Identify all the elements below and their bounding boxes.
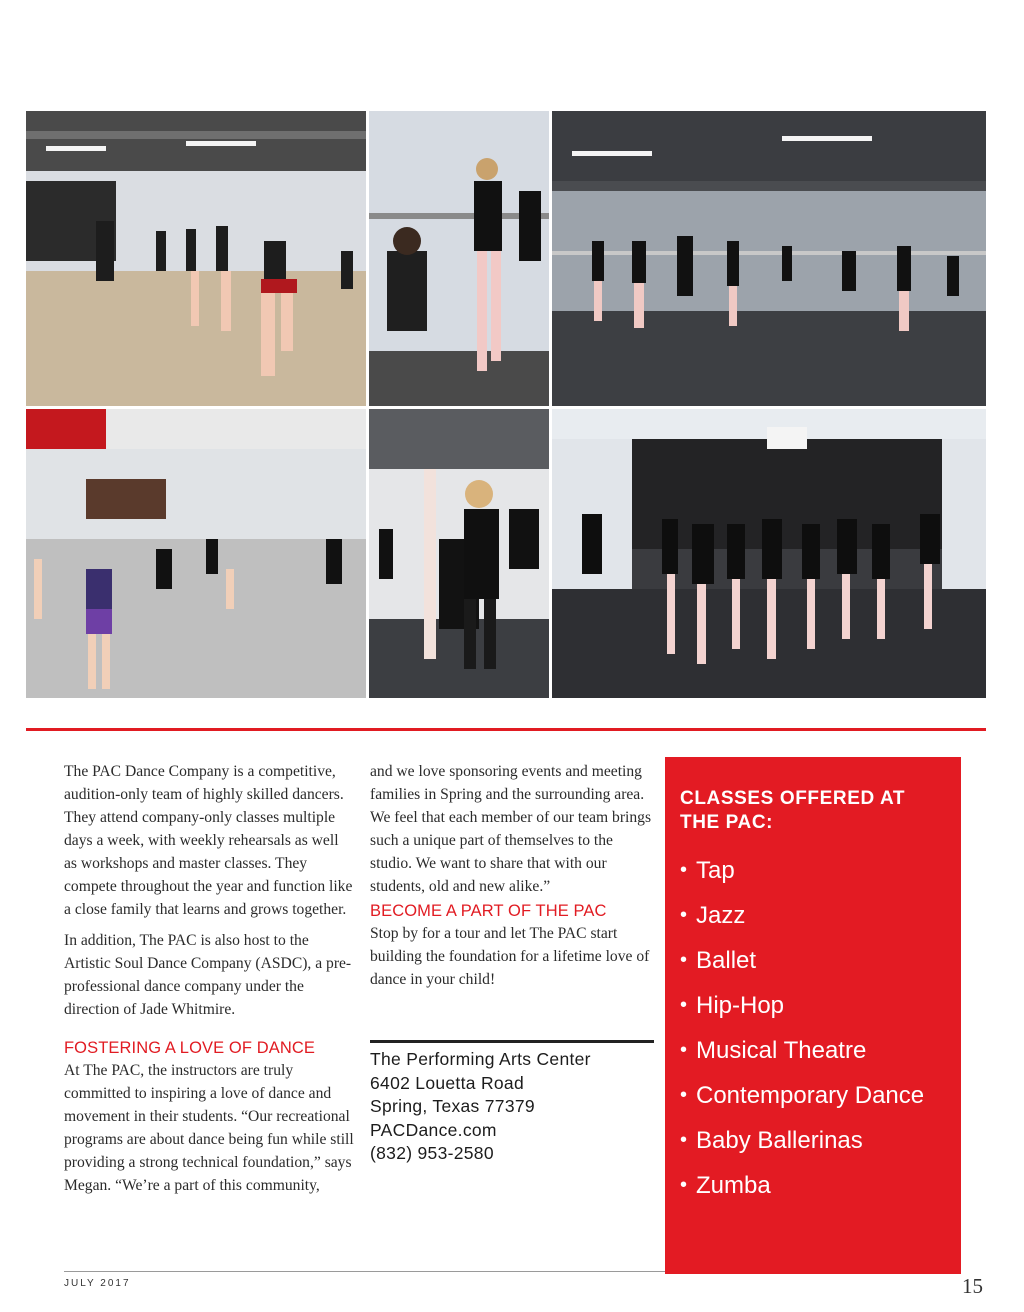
section-divider bbox=[26, 728, 986, 731]
class-name: Contemporary Dance bbox=[696, 1082, 925, 1109]
bullet-icon: • bbox=[680, 904, 688, 926]
bullet-icon: • bbox=[680, 949, 688, 971]
list-item bbox=[680, 1075, 955, 1116]
article-paragraph: and we love sponsoring events and meeting families in Spring and the surrounding area. We feel that each member of our team brings such a unique part of themselves to the studio. We want to share that with our students, old and new alike.” bbox=[370, 763, 652, 895]
bullet-icon: • bbox=[680, 1129, 688, 1151]
article-paragraph: In addition, The PAC is also host to the Artistic Soul Dance Company (ASDC), a pre-professional dance company under the direction of Jade Whitmire. bbox=[64, 932, 352, 1018]
photo-ballet-class bbox=[552, 409, 986, 698]
class-name: Ballet bbox=[696, 947, 757, 974]
phone-number[interactable]: (832) 953-2580 bbox=[370, 1143, 494, 1163]
business-name: The Performing Arts Center bbox=[370, 1049, 591, 1069]
page-number: 15 bbox=[962, 1274, 983, 1298]
photo-stretch-assist bbox=[369, 409, 549, 698]
street-address: 6402 Louetta Road bbox=[370, 1072, 524, 1093]
photo-instructor-barre bbox=[369, 111, 549, 406]
photo-young-dancers bbox=[26, 409, 366, 698]
bullet-icon: • bbox=[680, 994, 688, 1016]
section-heading-fostering: FOSTERING A LOVE OF DANCE bbox=[64, 1039, 315, 1057]
website-link[interactable]: PACDance.com bbox=[370, 1119, 497, 1140]
article-paragraph: Stop by for a tour and let The PAC start building the foundation for a lifetime love of dance in your child! bbox=[370, 925, 650, 988]
list-item bbox=[680, 940, 955, 981]
class-name: Jazz bbox=[696, 902, 746, 929]
section-heading-become-part: BECOME A PART OF THE PAC bbox=[370, 902, 607, 920]
footer-divider bbox=[64, 1271, 665, 1272]
class-name: Baby Ballerinas bbox=[696, 1127, 863, 1154]
class-name: Zumba bbox=[696, 1172, 771, 1199]
bullet-icon: • bbox=[680, 1084, 688, 1106]
class-name: Tap bbox=[696, 857, 735, 884]
list-item bbox=[680, 1030, 955, 1071]
bullet-icon: • bbox=[680, 859, 688, 881]
photo-dancers-barre-wide bbox=[552, 111, 986, 406]
list-item bbox=[680, 985, 955, 1026]
classes-sidebar bbox=[665, 757, 961, 1274]
list-item bbox=[680, 1120, 955, 1161]
article-paragraph: The PAC Dance Company is a competitive, audition-only team of highly skilled dancers. They attend company-only classes multiple days a week, with weekly rehearsals as well as workshops and master classes. They compete throughout the year and function like a close family that learns and grows together. bbox=[64, 763, 353, 918]
class-name: Hip-Hop bbox=[696, 992, 785, 1019]
contact-block bbox=[370, 1048, 660, 1166]
address-divider bbox=[370, 1040, 654, 1043]
photo-dancers-passe bbox=[26, 111, 366, 406]
article-paragraph: At The PAC, the instructors are truly committed to inspiring a love of dance and movement in their students. “Our recreational programs are about dance being fun while still providing a strong technical foundation,” says Megan. “We’re a part of this community, bbox=[64, 1062, 354, 1194]
bullet-icon: • bbox=[680, 1174, 688, 1196]
article-column-1 bbox=[64, 760, 354, 1197]
class-name: Musical Theatre bbox=[696, 1037, 867, 1064]
bullet-icon: • bbox=[680, 1039, 688, 1061]
issue-date: JULY 2017 bbox=[64, 1278, 131, 1289]
list-item bbox=[680, 850, 955, 891]
article-column-2 bbox=[370, 760, 655, 991]
classes-title: CLASSES OFFERED AT THE PAC: bbox=[680, 788, 906, 833]
list-item bbox=[680, 895, 955, 936]
city-state-zip: Spring, Texas 77379 bbox=[370, 1096, 535, 1116]
classes-list bbox=[680, 850, 955, 1210]
list-item bbox=[680, 1165, 955, 1206]
